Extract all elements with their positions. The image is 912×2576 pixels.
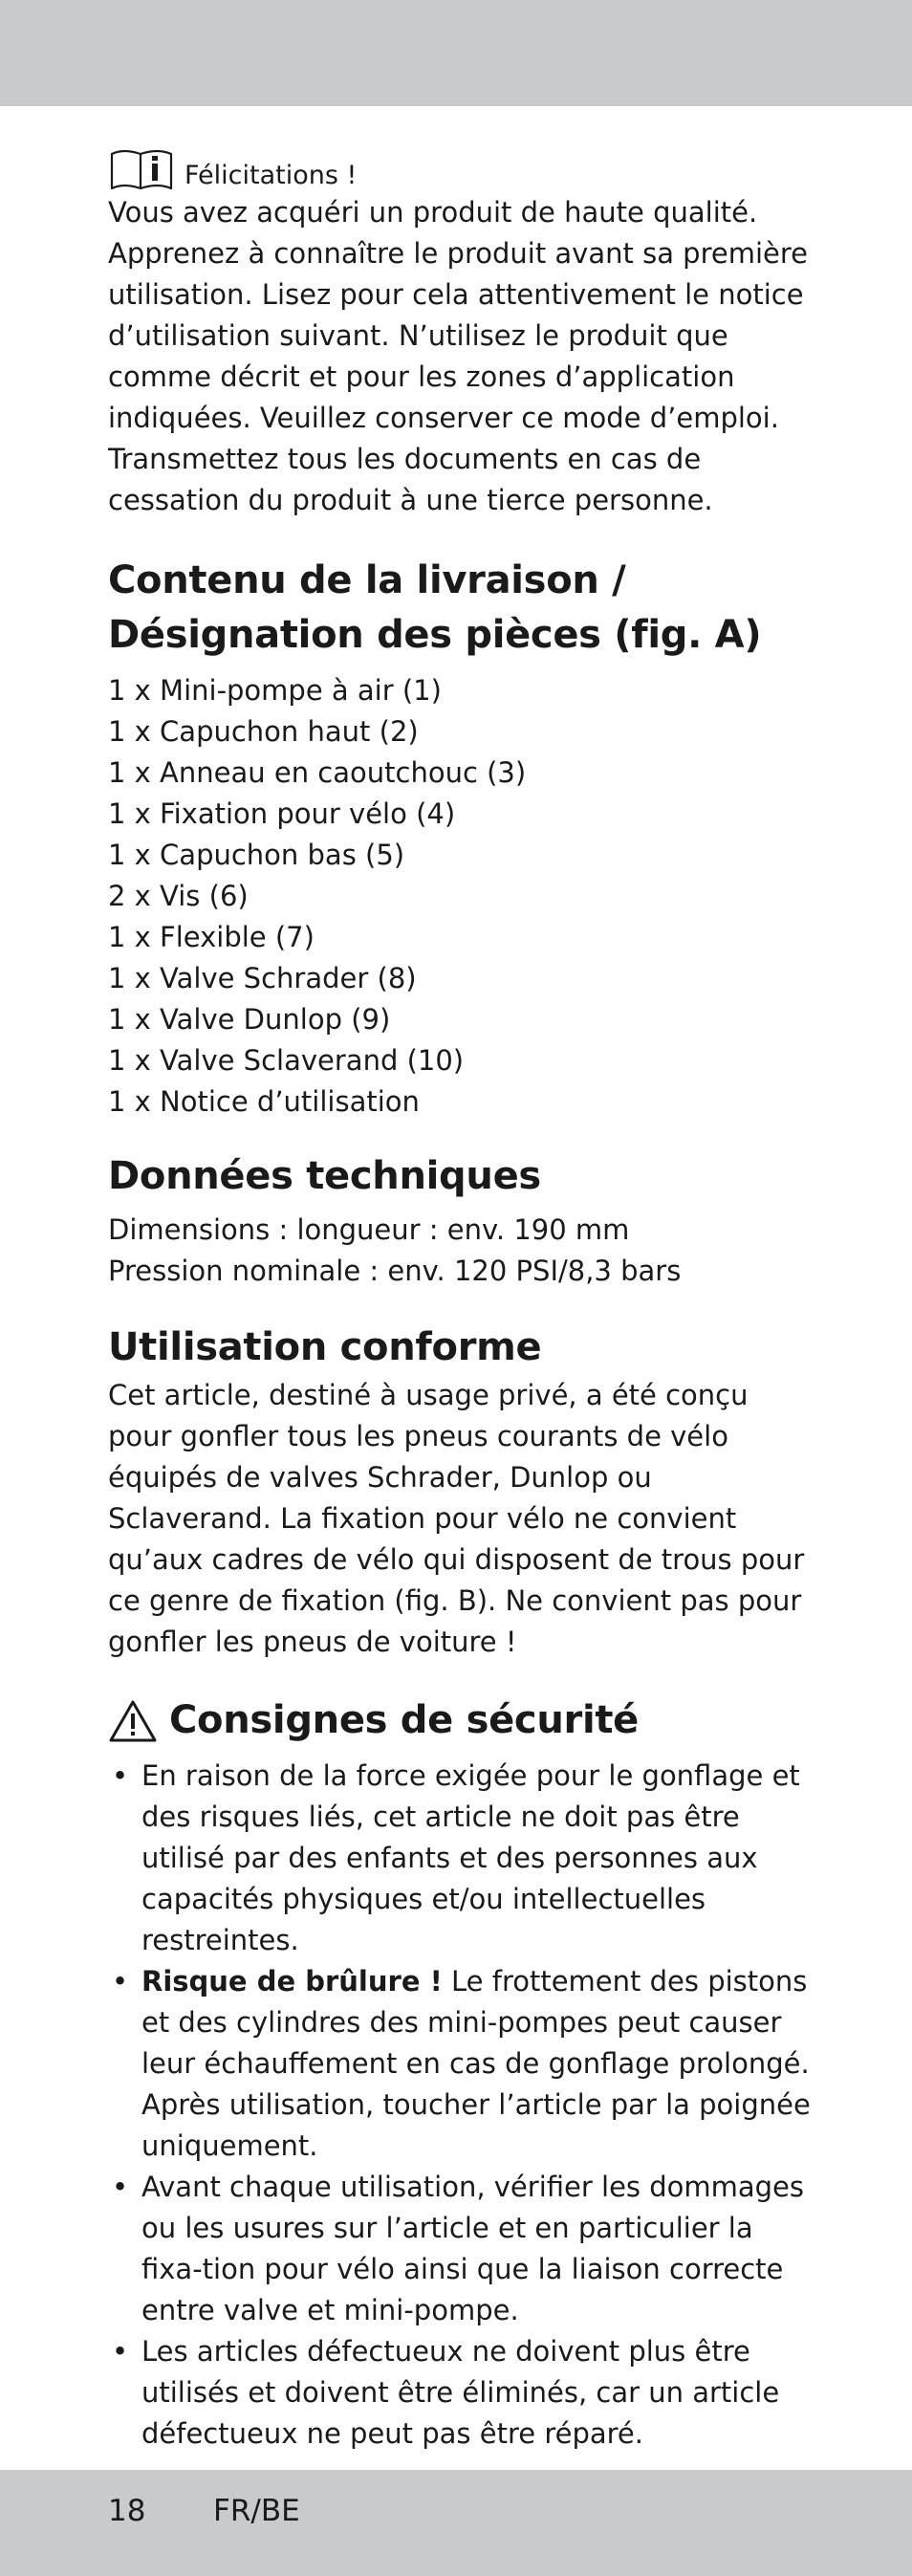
donnees-heading: Données techniques bbox=[108, 1154, 541, 1198]
list-item: 1 x Valve Schrader (8) bbox=[108, 962, 417, 994]
bullet-marker: • bbox=[112, 1759, 129, 1792]
list-item: 1 x Fixation pour vélo (4) bbox=[108, 797, 456, 830]
bullet-text: En raison de la force exigée pour le gonflage et des risques liés, cet article ne doit pas être utilisé par des enfants et des personnes aux capacités physiques et/ou intellectuelles restreintes. bbox=[141, 1759, 800, 1956]
language-code: FR/BE bbox=[213, 2494, 300, 2528]
bullet-text: Le frottement des pistons et des cylindres des mini-pompes peut causer leur échauffement en cas de gonflage prolongé. Après utilisation, toucher l’article par la poignée uniquement. bbox=[141, 1965, 811, 2162]
consignes-list bbox=[108, 1756, 815, 2455]
list-item: 1 x Valve Dunlop (9) bbox=[108, 1003, 391, 1036]
list-item: 1 x Flexible (7) bbox=[108, 921, 315, 953]
warning-triangle-icon bbox=[108, 1699, 158, 1743]
top-band bbox=[0, 0, 912, 106]
list-item bbox=[108, 1756, 815, 1961]
utilisation-heading: Utilisation conforme bbox=[108, 1325, 542, 1369]
contenu-heading bbox=[108, 554, 815, 663]
contenu-list bbox=[108, 670, 815, 1123]
consignes-title: Consignes de sécurité bbox=[169, 1698, 640, 1742]
tech-data bbox=[108, 1210, 815, 1292]
list-item bbox=[108, 2331, 815, 2455]
intro-title: Félicitations ! bbox=[185, 161, 358, 190]
list-item bbox=[108, 2167, 815, 2331]
list-item: 1 x Capuchon haut (2) bbox=[108, 715, 419, 748]
bullet-bold: Risque de brûlure ! bbox=[141, 1965, 443, 1997]
consignes-heading bbox=[108, 1693, 815, 1748]
tech-dimensions: Dimensions : longueur : env. 190 mm bbox=[108, 1213, 630, 1246]
utilisation-text: Cet article, destiné à usage privé, a été conçu pour gonfler tous les pneus courants de vélo équipés de valves Schrader, Dunlop ou Sclaverand. La fixation pour vélo ne convient qu’aux cadres de vélo qui disposent de trous pour ce genre de fixation (fig. B). Ne convient pas pour gonfler les pneus de voiture ! bbox=[108, 1379, 805, 1658]
list-item: 1 x Notice d’utilisation bbox=[108, 1085, 420, 1118]
bullet-marker: • bbox=[112, 2335, 129, 2368]
intro-header bbox=[108, 141, 815, 192]
list-item: 1 x Anneau en caoutchouc (3) bbox=[108, 756, 527, 789]
list-item: 1 x Valve Sclaverand (10) bbox=[108, 1044, 465, 1077]
list-item: 1 x Capuchon bas (5) bbox=[108, 839, 405, 871]
bullet-text: Les articles défectueux ne doivent plus être utilisés et doivent être éliminés, car un article défectueux ne peut pas être réparé. bbox=[141, 2335, 780, 2450]
bullet-text: Avant chaque utilisation, vérifier les dommages ou les usures sur l’article et en particulier la fixa-tion pour vélo ainsi que la liaison correcte entre valve et mini-pompe. bbox=[141, 2171, 805, 2326]
list-item bbox=[108, 1961, 815, 2167]
contenu-heading-line1: Contenu de la livraison / bbox=[108, 558, 626, 602]
page-number: 18 bbox=[108, 2494, 146, 2528]
bullet-marker: • bbox=[112, 1965, 129, 1997]
intro-text: Vous avez acquéri un produit de haute qualité. Apprenez à connaître le produit avant sa première utilisation. Lisez pour cela attentivement le notice d’utilisation suivant. N’utilisez le produit que comme décrit et pour les zones d’application indiquées. Veuillez conserver ce mode d’emploi. Transmettez tous les documents en cas de cessation du produit à une tierce personne. bbox=[108, 196, 808, 516]
list-item: 1 x Mini-pompe à air (1) bbox=[108, 674, 442, 707]
contenu-heading-line2: Désignation des pièces (fig. A) bbox=[108, 613, 762, 657]
info-book-icon bbox=[108, 144, 175, 192]
list-item: 2 x Vis (6) bbox=[108, 880, 249, 912]
tech-pressure: Pression nominale : env. 120 PSI/8,3 bars bbox=[108, 1255, 682, 1287]
page-content bbox=[108, 141, 815, 2455]
bullet-marker: • bbox=[112, 2171, 129, 2203]
